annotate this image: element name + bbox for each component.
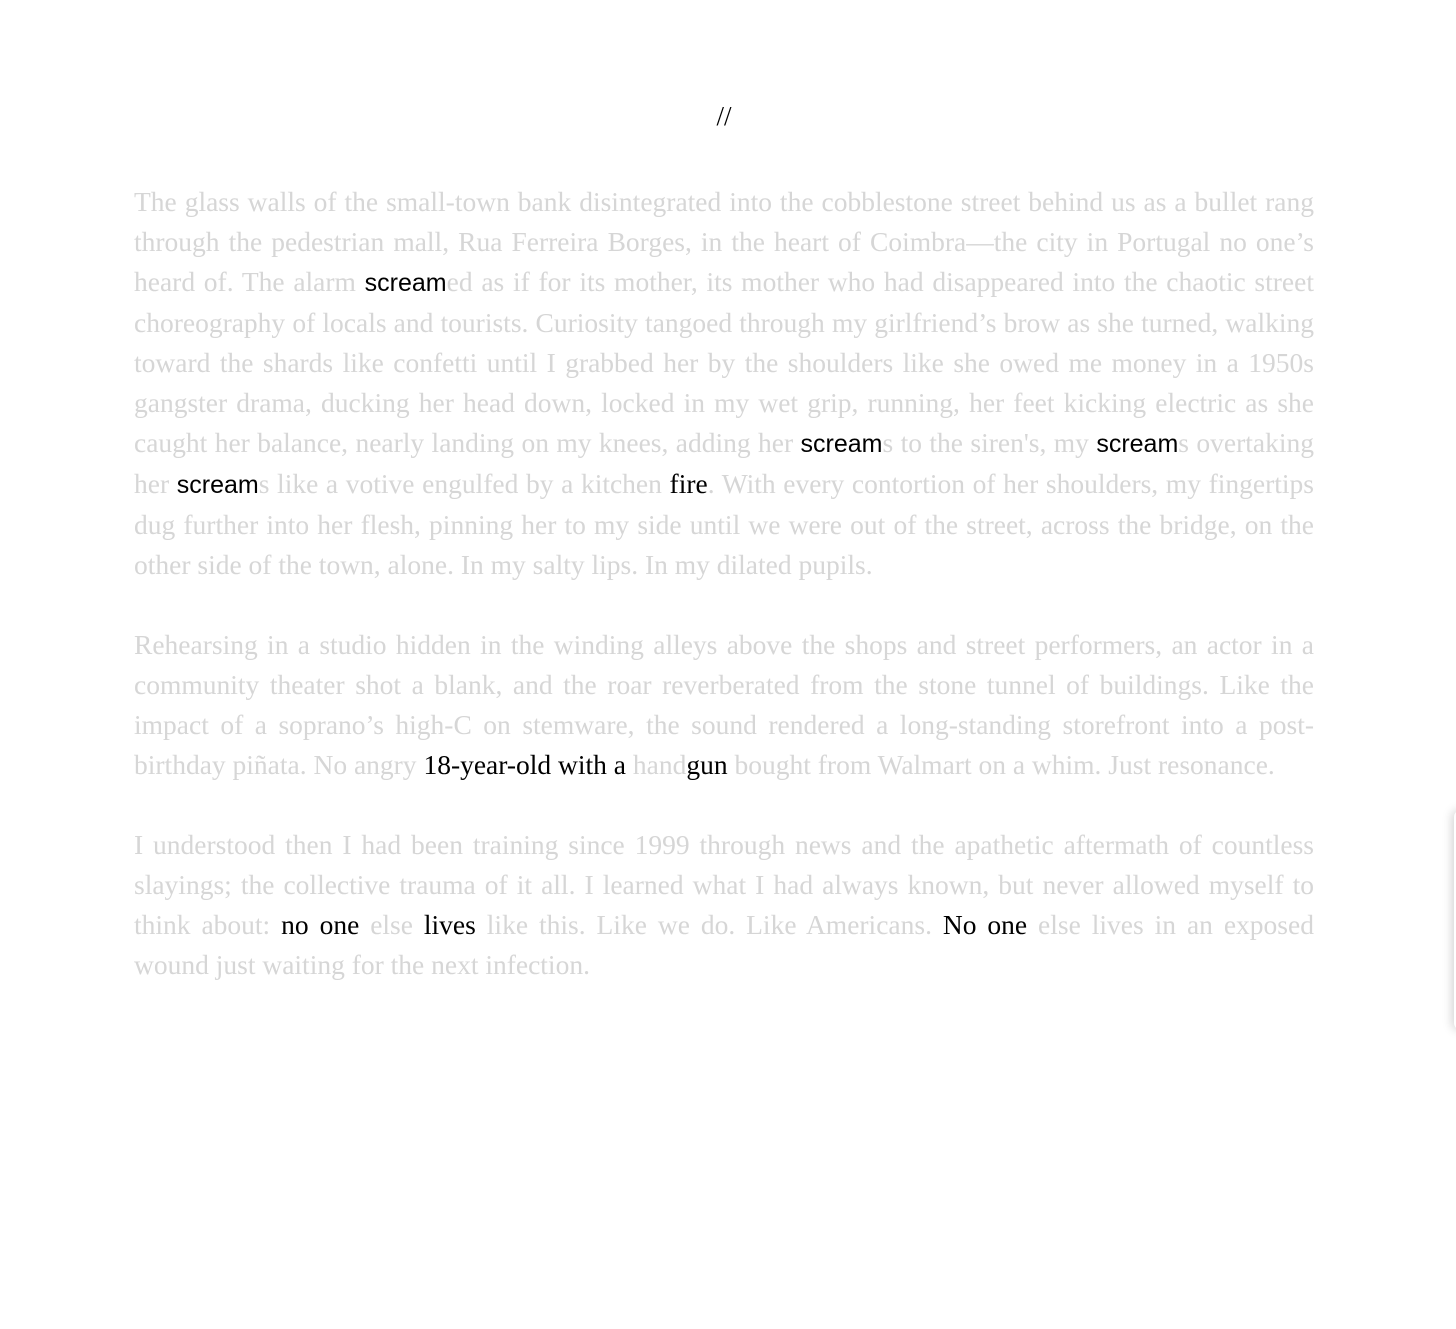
- faded-text: else lives in an exposed wound just waiting for the next infection.: [134, 909, 1314, 980]
- highlighted-word: gun: [686, 749, 728, 780]
- essay-paragraph: [134, 625, 1314, 785]
- section-divider: //: [716, 101, 732, 131]
- faded-text: s to the siren's, my: [882, 427, 1097, 458]
- highlighted-word: scream: [1096, 430, 1179, 458]
- highlighted-word: 18-year-old with a: [423, 749, 627, 780]
- essay-body: [134, 182, 1314, 985]
- essay-paragraph: [134, 182, 1314, 585]
- essay-paragraph: [134, 825, 1314, 985]
- faded-text: I understood then I had been training since 1999 through news and the apathetic aftermath of countless slayings; the collective trauma of it all. I learned what I had always known, but never allowed myself to think about:: [134, 829, 1314, 940]
- faded-text: bought from Walmart on a whim. Just resonance.: [727, 749, 1275, 780]
- faded-text: else: [359, 909, 424, 940]
- faded-text: Rehearsing in a studio hidden in the winding alleys above the shops and street performers, an actor in a community theater shot a blank, and the roar reverberated from the stone tunnel of buildings. Like the impact of a soprano’s high-C on stemware, the sound rendered a long-standing storefront into a post-birthday piñata. No angry: [134, 629, 1314, 780]
- faded-text: s like a votive engulfed by a kitchen: [258, 468, 670, 499]
- faded-text: ed as if for its mother, its mother who had disappeared into the chaotic street choreography of locals and tourists. Curiosity tangoed through my girlfriend’s brow as she turned, walking toward the shards like confetti until I grabbed her by the shoulders like she owed me money in a 1950s gangster drama, ducking her head down, locked in my wet grip, running, her feet kicking electric as she caught her balance, nearly landing on my knees, adding her: [134, 266, 1314, 458]
- highlighted-word: fire: [669, 468, 708, 499]
- essay-page: [134, 96, 1314, 1025]
- highlighted-word: No one: [942, 909, 1028, 940]
- faded-text: s overtaking her: [134, 427, 1314, 499]
- highlighted-word: lives: [423, 909, 476, 940]
- highlighted-word: scream: [176, 471, 259, 499]
- faded-text: like this. Like we do. Like Americans.: [475, 909, 943, 940]
- highlighted-word: scream: [800, 430, 883, 458]
- faded-text: The glass walls of the small-town bank disintegrated into the cobblestone street behind us as a bullet rang through the pedestrian mall, Rua Ferreira Borges, in the heart of Coimbra—the city in Portugal no one’s heard of. The alarm: [134, 186, 1314, 297]
- highlighted-word: scream: [364, 269, 447, 297]
- faded-text: hand: [626, 749, 687, 780]
- highlighted-word: no one: [281, 909, 360, 940]
- faded-text: . With every contortion of her shoulders, my fingertips dug further into her flesh, pinning her to my side until we were out of the street, across the bridge, on the other side of the town, alone. In my salty lips. In my dilated pupils.: [134, 468, 1314, 580]
